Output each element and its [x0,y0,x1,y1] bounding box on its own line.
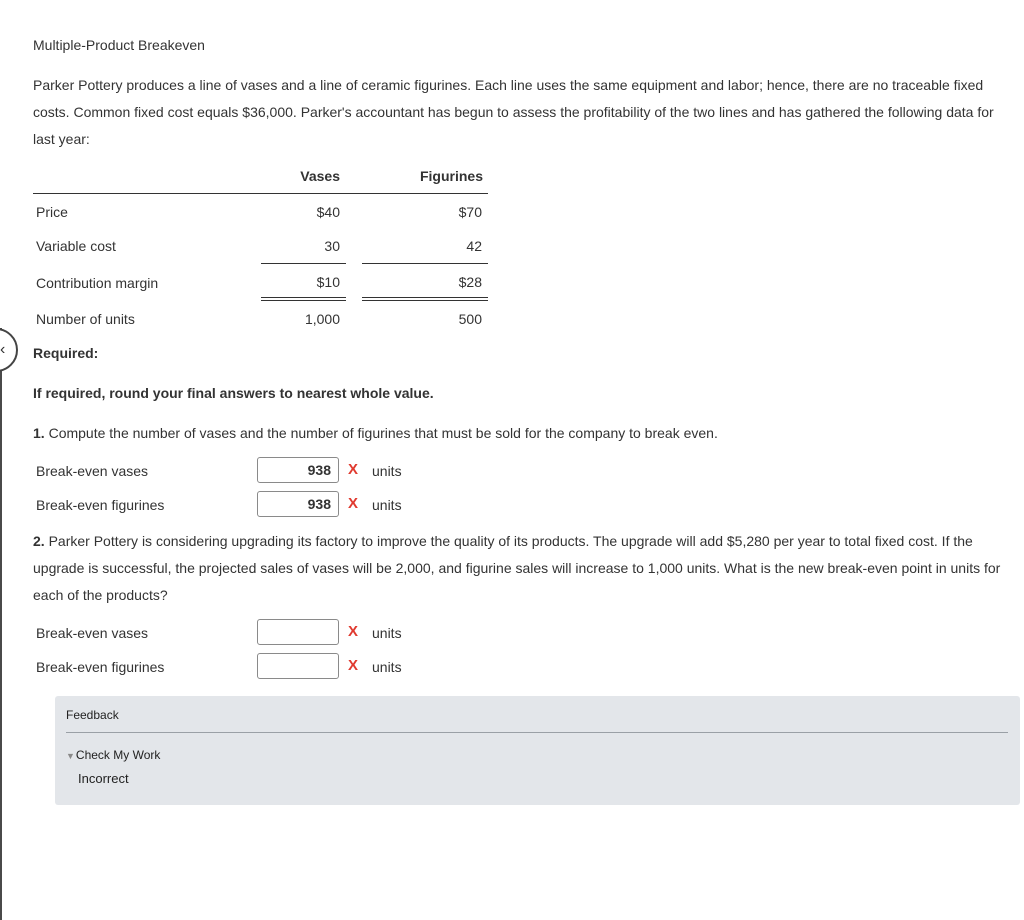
cell-vases-variable-cost: 30 [324,238,340,254]
problem-intro: Parker Pottery produces a line of vases and a line of ceramic figurines. Each line uses the same equipment and labor; hence, there are no traceable fixed costs. Common fixed cost equals $36,000. Parker's accountant has begun to assess the profitability of the two lines and has gathered the following data for last year: [33,77,994,147]
total-rule-vases [261,297,346,301]
header-rule [33,193,488,194]
cell-figurines-units: 500 [458,311,482,327]
required-heading: Required: [33,345,99,361]
cell-vases-contribution-margin: $10 [316,274,340,290]
triangle-down-icon: ▼ [66,751,75,761]
unit-label: units [372,659,402,675]
x-mark-icon: X [348,461,359,478]
x-mark-icon: X [348,657,359,674]
cell-figurines-variable-cost: 42 [466,238,482,254]
question-1-text: Compute the number of vases and the number of figurines that must be sold for the company to break even. [48,425,718,441]
answer-label: Break-even vases [36,625,149,641]
prev-nav-button[interactable] [0,328,18,372]
break-even-figurines-input-q2[interactable] [257,653,339,679]
break-even-figurines-input-q1[interactable]: 938 [257,491,339,517]
feedback-title: Feedback [66,708,119,722]
header-vases: Vases [300,168,340,184]
rounding-instruction: If required, round your final answers to nearest whole value. [33,385,434,401]
subtotal-rule-vases [261,263,346,264]
feedback-panel [55,696,1020,805]
page-title: Multiple-Product Breakeven [33,37,205,53]
header-figurines: Figurines [419,168,483,184]
question-2-number: 2. [33,533,45,549]
check-my-work-toggle[interactable] [66,748,160,762]
question-2-text: Parker Pottery is considering upgrading its factory to improve the quality of its products. The upgrade will add $5,280 per year to total fixed cost. If the upgrade is successful, the projected sales of vases will be 2,000, and figurine sales will increase to 1,000 units. What is the new break-even point in units for each of the products? [33,533,1001,603]
answer-label: Break-even figurines [36,659,165,675]
chevron-left-icon: ‹ [0,341,6,358]
answer-row-q1-vases [0,457,420,485]
answer-label: Break-even vases [36,463,149,479]
answer-row-q2-vases [0,619,420,647]
subtotal-rule-figurines [362,263,488,264]
cell-vases-price: $40 [316,204,340,220]
unit-label: units [372,497,402,513]
feedback-status: Incorrect [78,771,129,786]
answer-row-q1-figurines [0,491,420,519]
row-label-units: Number of units [36,311,135,327]
question-1-number: 1. [33,425,45,441]
check-my-work-label: Check My Work [75,748,161,762]
x-mark-icon: X [348,495,359,512]
unit-label: units [372,463,402,479]
break-even-vases-input-q2[interactable] [257,619,339,645]
x-mark-icon: X [348,623,359,640]
feedback-divider [66,732,1008,733]
row-label-contribution-margin: Contribution margin [36,275,159,291]
answer-row-q2-figurines [0,653,420,681]
cell-vases-units: 1,000 [304,311,340,327]
cell-figurines-price: $70 [458,204,482,220]
answer-label: Break-even figurines [36,497,165,513]
row-label-variable-cost: Variable cost [36,238,116,254]
break-even-vases-input-q1[interactable]: 938 [257,457,339,483]
total-rule-figurines [362,297,488,301]
data-table [33,160,488,330]
unit-label: units [372,625,402,641]
question-2 [33,528,1023,609]
cell-figurines-contribution-margin: $28 [458,274,482,290]
row-label-price: Price [36,204,68,220]
question-1 [33,425,718,441]
